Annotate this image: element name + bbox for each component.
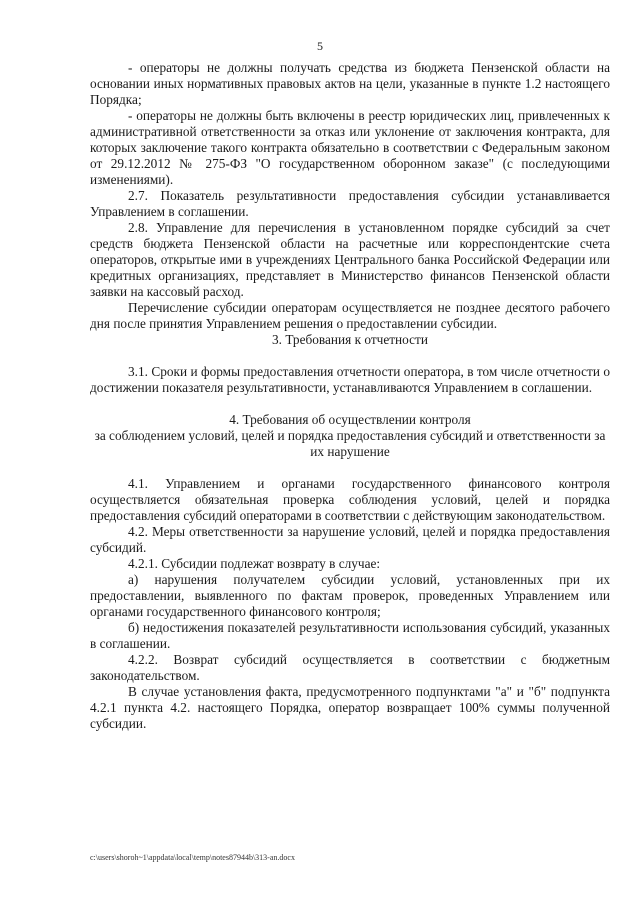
paragraph-3-1: 3.1. Сроки и формы предоставления отчетности оператора, в том числе отчетности о достижении показателя результативности, устанавливаются Управлением в соглашении.	[90, 364, 610, 395]
section-heading-3: 3. Требования к отчетности	[272, 332, 428, 347]
spacer	[90, 348, 610, 364]
file-path-footer: c:\users\shoroh~1\appdata\local\temp\notes87944b\313-an.docx	[90, 853, 295, 862]
paragraph-transfer: Перечисление субсидии операторам осуществляется не позднее десятого рабочего дня после принятия Управлением решения о предоставлении субсидии.	[90, 300, 610, 331]
spacer	[90, 460, 610, 476]
document-body	[90, 60, 610, 732]
section-heading-4: 4. Требования об осуществлении контроля	[229, 412, 471, 427]
paragraph-operators-registry: - операторы не должны быть включены в реестр юридических лиц, привлеченных к административной ответственности за отказ или уклонение от заключения контракта, для которых заключение такого контракта обязательно в соответствии с Федеральным законом от 29.12.2012 № 275-ФЗ "О государственном оборонном заказе" (с последующими изменениями).	[90, 108, 610, 187]
paragraph-4-2: 4.2. Меры ответственности за нарушение условий, целей и порядка предоставления субсидий.	[90, 524, 610, 555]
paragraph-4-1: 4.1. Управлением и органами государственного финансового контроля осуществляется обязательная проверка соблюдения условий, целей и порядка предоставления субсидий операторами в соответствии с действующим законодательством.	[90, 476, 610, 523]
paragraph-operators-budget: - операторы не должны получать средства из бюджета Пензенской области на основании иных нормативных правовых актов на цели, указанные в пункте 1.2 настоящего Порядка;	[90, 60, 610, 107]
paragraph-2-7: 2.7. Показатель результативности предоставления субсидии устанавливается Управлением в соглашении.	[90, 188, 610, 219]
paragraph-4-2-1-a: а) нарушения получателем субсидии условий, установленных при их предоставлении, выявленного по фактам проверок, проведенных Управлением или органами государственного финансового контроля;	[90, 572, 610, 619]
spacer	[90, 396, 610, 412]
page-number: 5	[317, 39, 323, 53]
paragraph-4-2-1: 4.2.1. Субсидии подлежат возврату в случае:	[128, 556, 381, 571]
paragraph-refund: В случае установления факта, предусмотренного подпунктами "а" и "б" подпункта 4.2.1 пункта 4.2. настоящего Порядка, оператор возвращает 100% суммы полученной субсидии.	[90, 684, 610, 731]
paragraph-2-8: 2.8. Управление для перечисления в установленном порядке субсидий за счет средств бюджета Пензенской области на расчетные или корреспондентские счета операторов, открытые ими в учреждениях Центрального банка Российской Федерации или кредитных организациях, представляет в Министерство финансов Пензенской области заявки на кассовый расход.	[90, 220, 610, 299]
paragraph-4-2-1-b: б) недостижения показателей результативности использования субсидий, указанных в соглашении.	[90, 620, 610, 651]
paragraph-4-2-2: 4.2.2. Возврат субсидий осуществляется в соответствии с бюджетным законодательством.	[90, 652, 610, 683]
section-heading-4-subtitle: за соблюдением условий, целей и порядка предоставления субсидий и ответственности за их нарушение	[94, 428, 606, 459]
